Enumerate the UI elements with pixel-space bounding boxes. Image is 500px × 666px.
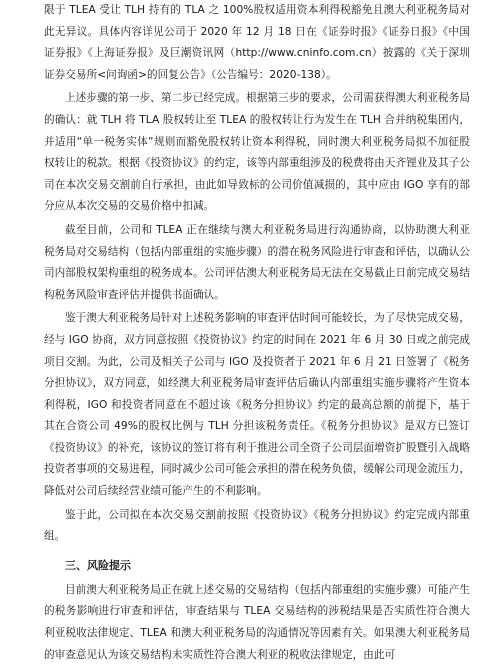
paragraph-internal-restructuring-plan: 鉴于此，公司拟在本次交易交割前按照《投资协议》《税务分担协议》约定完成内部重组。: [44, 508, 470, 543]
paragraph-restructuring-steps: 上述步骤的第一步、第二步已经完成。根据第三步的要求，公司需获得澳大利亚税务局的确认：就 TLH 将 TLA 股权转让至 TLEA 的股权转让行为发生在 TLH 合并纳税集团内，并适用“单一税务实体”规则而豁免股权转让资本利得税，同时澳大利亚税务局拟不加征股权转让的税款。根据《投资协议》的约定，该等内部重组涉及的税费将由天齐锂业及其子公司在本次交易交割前自行承担，由此如导致标的公司价值减损的，其中应由 IGO 享有的部分应从本次交易的交易价格中扣减。: [44, 92, 470, 213]
section-heading-risk-warning: 三、风险提示: [65, 558, 131, 572]
paragraph-tax-office-communication: 截至目前，公司和 TLEA 正在继续与澳大利亚税务局进行沟通协商，以协助澳大利亚税务局对交易结构（包括内部重组的实施步骤）的潜在税务风险进行审查和评估，以确认公司内部股权架构重组的税务成本。公司评估澳大利亚税务局无法在交易截止日前完成交易结构税务风险审查评估并提供书面确认。: [44, 223, 470, 301]
paragraph-tax-sharing-agreement: 鉴于澳大利亚税务局针对上述税务影响的审查评估时间可能较长，为了尽快完成交易，经与 IGO 协商，双方同意按照《投资协议》约定的时间在 2021 年 6 月 30 日或之前完成项目交割。为此，公司及相关子公司与 IGO 及投资者于 2021 年 6 月 21 日签署了《税务分担协议》，双方同意，如经澳大利亚税务局审查评估后确认内部重组实施步骤将产生资本利得税，IGO 和投资者同意在不超过该《税务分担协议》约定的最高总额的前提下，基于其在合资公司 49%的股权比例与 TLH 分担该税务责任。《税务分担协议》是双方已签订《投资协议》的补充，该协议的签订将有利于推进公司全资子公司层面增资扩股暨引入战略投资者事项的交易进程，同时减少公司可能会承担的潜在税务负债，缓解公司现金流压力，降低对公司后续经营业绩可能产生的不利影响。: [44, 312, 470, 498]
paragraph-risk-warning: 目前澳大利亚税务局正在就上述交易的交易结构（包括内部重组的实施步骤）可能产生的税务影响进行审查和评估，审查结果与 TLEA 交易结构的涉税结果是否实质性符合澳大利亚税收法律规定、TLEA 和澳大利亚税务局的沟通情况等因素有关。如果澳大利亚税务局的审查意见认为该交易结构未实质性符合澳大利亚的税收法律规定，由此可: [44, 583, 470, 661]
paragraph-tla-exemption: 限于 TLEA 受让 TLH 持有的 TLA 之 100%股权适用资本利得税豁免且澳大利亚税务局对此无异议。具体内容详见公司于 2020 年 12 月 18 日在《证券时报》《证券日报》《中国证券报》《上海证券报》及巨潮资讯网（http://www.cninfo.com.cn）披露的《关于深圳证券交易所<问询函>的回复公告》（公告编号：2020-138）。: [44, 4, 470, 81]
